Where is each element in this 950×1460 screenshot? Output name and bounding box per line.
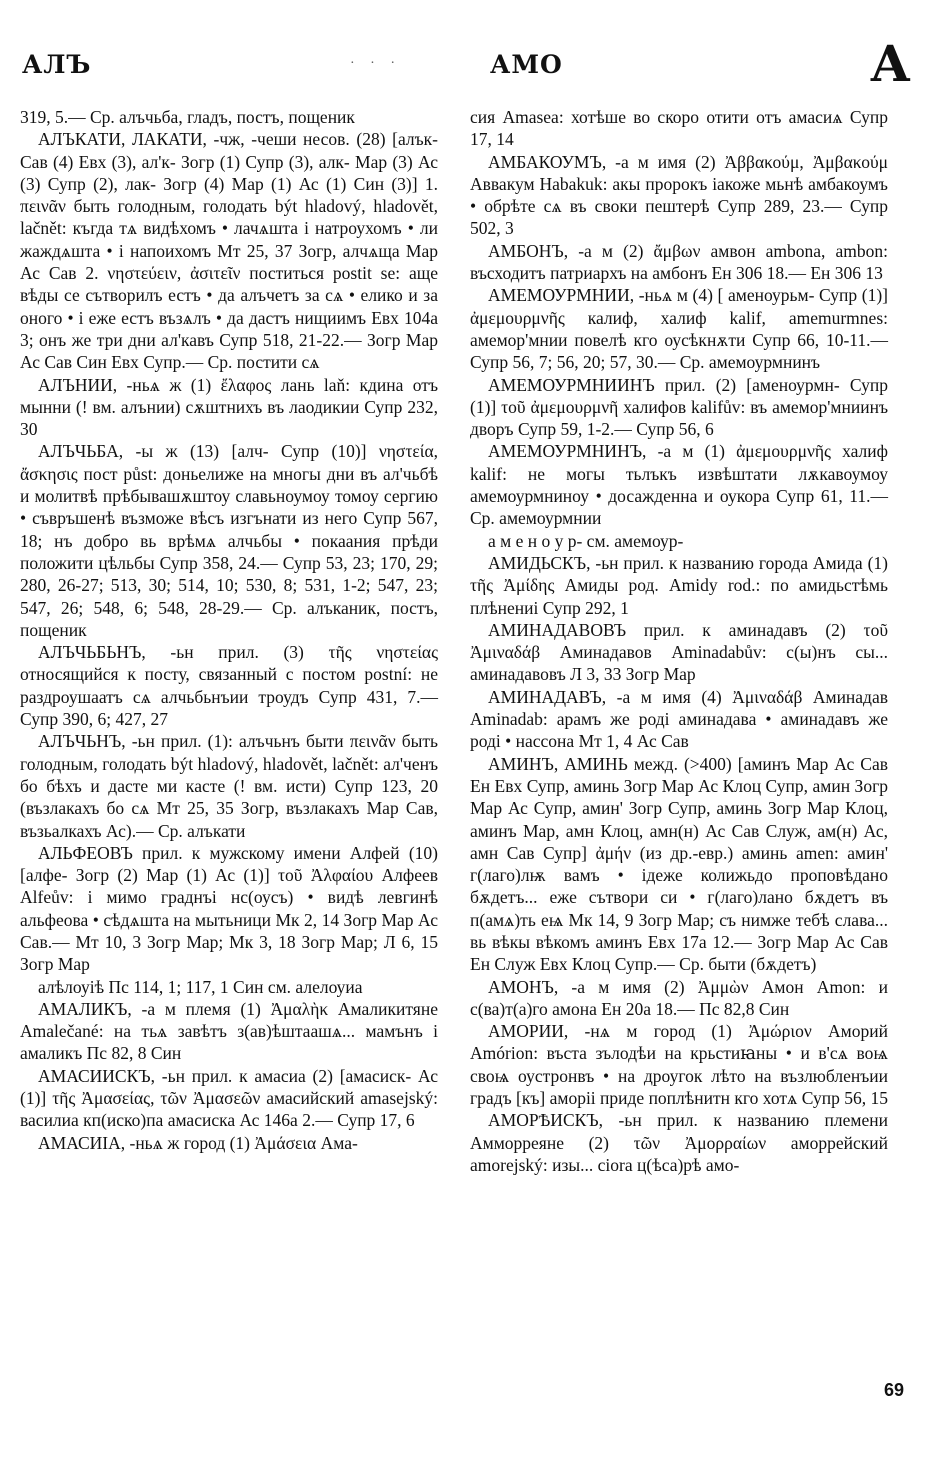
dictionary-entry: сия Amasea: хотѣше во скоро отити отъ амасиѧ Супр 17, 14 bbox=[470, 107, 888, 150]
dictionary-entry: 319, 5.— Ср. алъчьба, гладъ, постъ, пощеник bbox=[20, 107, 355, 127]
right-column bbox=[470, 106, 888, 1176]
dictionary-entry: АМАЛИКЪ, -а м племя (1) Ἀμαλὴκ Амаликитяне Amalečané: на тьѧ завѣтъ з(ав)ѣштаашѧ... мамънъ і амаликъ Пс 82, 8 Син bbox=[20, 998, 438, 1064]
dictionary-entry: алѣлоуіѣ Пс 114, 1; 117, 1 Син см. алелоуиа bbox=[38, 976, 363, 997]
dictionary-entry: АМЕМОУРМНИИНЪ прил. (2) [аменоурмн- Супр (1)] τοῦ ἀμεμουρμνῆ халифов kalifův: въ амемор'мниинъ дворъ Супр 59, 1-2.— Супр 56, 6 bbox=[470, 374, 888, 440]
dictionary-entry: АМАСИИСКЪ, -ьн прил. к амасиа (2) [амасиск- Ас (1)] τῆς Ἀμασείας, τῶν Ἀμασεῶν амасийский amasejský: василиа кп(иско)па амасиска Ас 146а 2.— Супр 17, 6 bbox=[20, 1065, 438, 1131]
dictionary-entry: АЛЪЧЬБЬНЪ, -ьн прил. (3) τῆς νηστείας относящийся к посту, связанный с постом postní: не раздроушаатъ сѧ алчьбьнъии троудъ Супр 431, 7.— Супр 390, 6; 427, 27 bbox=[20, 642, 438, 730]
dictionary-entry: а м е н о у р- см. амемоур- bbox=[488, 530, 684, 551]
left-column bbox=[20, 106, 438, 1154]
dictionary-entry: АМОНЪ, -а м имя (2) Ἀμμὼν Амон Amon: и с(ва)т(а)го амона Ен 20а 18.— Пс 82,8 Син bbox=[470, 976, 888, 1019]
dictionary-entry: АМИНАДАВОВЪ прил. к аминадавъ (2) τοῦ Ἀμιναδάβ Аминадавов Aminadabův: с(ы)нъ сы... аминадавовъ Л 3, 33 Зогр Мар bbox=[470, 619, 888, 685]
dictionary-entry: АМОРѢИСКЪ, -ьн прил. к названию племени Амморреяне (2) τῶν Ἀμορραίων аморрейский amorejský: изы... сіоrа ц(ѣса)рѣ амо- bbox=[470, 1110, 888, 1175]
dictionary-entry: АМИНАДАВЪ, -а м имя (4) Ἀμιναδάβ Аминадав Aminadab: арамъ же роді аминадава • аминадавъ же роді • нассона Мт 1, 4 Ас Сав bbox=[470, 686, 888, 752]
dictionary-entry: АМЕМОУРМНИИ, -ньѧ м (4) [ аменоурьм- Супр (1)] ἀμεμουρμνῆς калиф, халиф kalif, amemurmnes: амемор'мнии повелѣ кго оусѣкнѫти Супр 66, 10-11.— Супр 56, 7; 56, 20; 57, 30.— Ср. амемоурмнинъ bbox=[470, 285, 888, 373]
section-letter: А bbox=[870, 34, 911, 93]
dictionary-entry: АМБОНЪ, -а м (2) ἄμβων амвон ambona, ambon: въсходитъ патриархъ на амбонъ Ен 306 18.— Ен 306 13 bbox=[470, 240, 888, 284]
dictionary-entry: АЛЪКАТИ, ЛАКАТИ, -чж, -чеши несов. (28) [алък- Сав (4) Евх (3), ал'к- Зогр (1) Супр (3), алк- Мар (3) Ас (3) Супр (2), лак- Зогр (4) Мар (1) Ас (1) Син (3)] 1. πεινᾶν быть голодным, голодать být hladový, hladovět, lačnět: къгда тѧ видѣхомъ • лачѧшта і натроухомъ • ли жаждѧшта • і напоихомъ Мт 25, 37 Зогр, алчѧща Мар Ас Сав 2. νηστεύειν, ἀσιτεῖν поститься postit se: аще вѣды се сътворилъ естъ • да алъчетъ за сѧ • елико и за оного • і еже естъ възѧлъ • да дастъ нищиимъ Евх 104а 3; онъ же три дни ал'кавъ Супр 518, 21-22.— Зогр Мар Ас Сав Син Евх Супр.— Ср. постити сѧ bbox=[20, 129, 438, 373]
dictionary-entry: АЛЪЧЬБА, -ы ж (13) [алч- Супр (10)] νηστεία, ἄσκησις пост půst: доньелиже на многы дни въ ал'чьбѣ и молитвѣ прѣбывашѫштоу славьноумоу томоу сергию • съвръшенѣ възможе вѣсъ изгънати из него Супр 567, 18; нъ добро вь врѣмѧ алчьбы • покаания прѣди положити цѣльбы Супр 358, 24.— Супр 53, 23; 170, 29; 280, 26-27; 513, 30; 514, 10; 530, 8; 531, 1-2; 547, 23; 547, 26; 548, 6; 548, 28-29.— Ср. алъканик, постъ, пощеник bbox=[20, 441, 438, 640]
page-number: 69 bbox=[884, 1380, 905, 1400]
dictionary-entry: АЛЬФЕОВЪ прил. к мужскому имени Алфей (10) [алфе- Зогр (2) Мар (1) Ас (1)] τοῦ Ἀλφαίου Алфеев Alfeův: і мимо граднъі нс(оусъ) • видѣ левгинѣ альфеова • сѣдѧшта на мытьници Мк 2, 14 Зогр Мар Ас Сав.— Мт 10, 3 Зогр Мар; Мк 3, 18 Зогр Мар; Л 6, 15 Зогр Мар bbox=[20, 842, 438, 975]
dictionary-entry: АМЕМОУРМНИНЪ, -а м (1) ἀμεμουρμνῆς халиф kalif: не могы тьлъкъ извѣштати лѫкавоумоу амемоурмниноу • досажденна и оукора Супр 61, 11.— Ср. амемоурмнии bbox=[470, 441, 888, 529]
dictionary-entry: АМОРИИ, -нѧ м город (1) Ἀμώριον Аморий Amórion: въста зълодѣи на крьстиꙗны • и в'сѧ воѩ своѩ оустронвъ • на дроугок лѣто на възлюбленъии градъ [къ] аморіі приде поплѣнитн кго хотѧ Супр 56, 15 bbox=[470, 1021, 888, 1109]
running-head-left: АЛЪ bbox=[22, 50, 92, 79]
dictionary-entry: АЛЪНИИ, -ньѧ ж (1) ἔλαφος лань laň: кдина отъ мынни (! вм. алънии) сѫштнихъ въ лаодикии Супр 232, 30 bbox=[20, 374, 438, 440]
header-dots: · · · bbox=[350, 56, 401, 71]
dictionary-entry: АМИДЬСКЪ, -ьн прил. к названию города Амида (1) τῆς Ἀμίδης Амиды род. Amidy rod.: по амидьстѣмь плѣнениі Супр 292, 1 bbox=[470, 552, 888, 618]
dictionary-entry: АЛЪЧЬНЪ, -ьн прил. (1): алъчьнъ быти πεινᾶν быть голодным, голодать být hladový, hladovět, lačnět: ал'ченъ бо бѣхъ и дасте ми кaсте (! вм. исти) Супр 123, 20 (възлакахъ бо сѧ Мт 25, 35 Зогр, възлакахъ Мар Сав, възьалкахъ Ас).— Ср. алъкати bbox=[20, 731, 438, 841]
dictionary-entry: АМБАКОУМЪ, -а м имя (2) Ἀββακούμ, Ἀμβακούμ Аввакум Habakuk: акы пророкъ іакоже мьнѣ амбакоумъ • обрѣте сѧ въ своки пештерѣ Супр 289, 23.— Супр 502, 3 bbox=[470, 151, 888, 239]
dictionary-entry: АМАСИIА, -ньѧ ж город (1) Ἀμάσεια Ама- bbox=[38, 1132, 358, 1153]
running-head-right: АМО bbox=[490, 50, 563, 79]
dictionary-entry: АМИНЪ, АМИНЬ межд. (>400) [аминъ Мар Ас Сав Ен Евх Супр, аминь Зогр Мар Ас Клоц Супр, амин Зогр Мар Ас Супр, амин' Зогр Супр, аминь Зогр Мар Клоц, аминъ Мар, амн Клоц, амн(н) Ас Сав Служ, ам(н) Ас, амн Сав Супр] ἀμήν (из др.-евр.) аминь amen: амин' г(лаго)лѭ вамъ • ідеже колижьдо проповѣдано бѫдетъ... еже сътвори си • г(лаго)лано бѫдетъ въ п(амѧ)ть еѩ Мк 14, 9 Зогр Мар; съ нимже тебѣ слава... вь вѣкы вѣкомъ аминъ Евх 17а 12.— Зогр Мар Ас Сав Ен Служ Евх Клоц Супр.— Ср. быти (бѫдетъ) bbox=[470, 753, 888, 975]
